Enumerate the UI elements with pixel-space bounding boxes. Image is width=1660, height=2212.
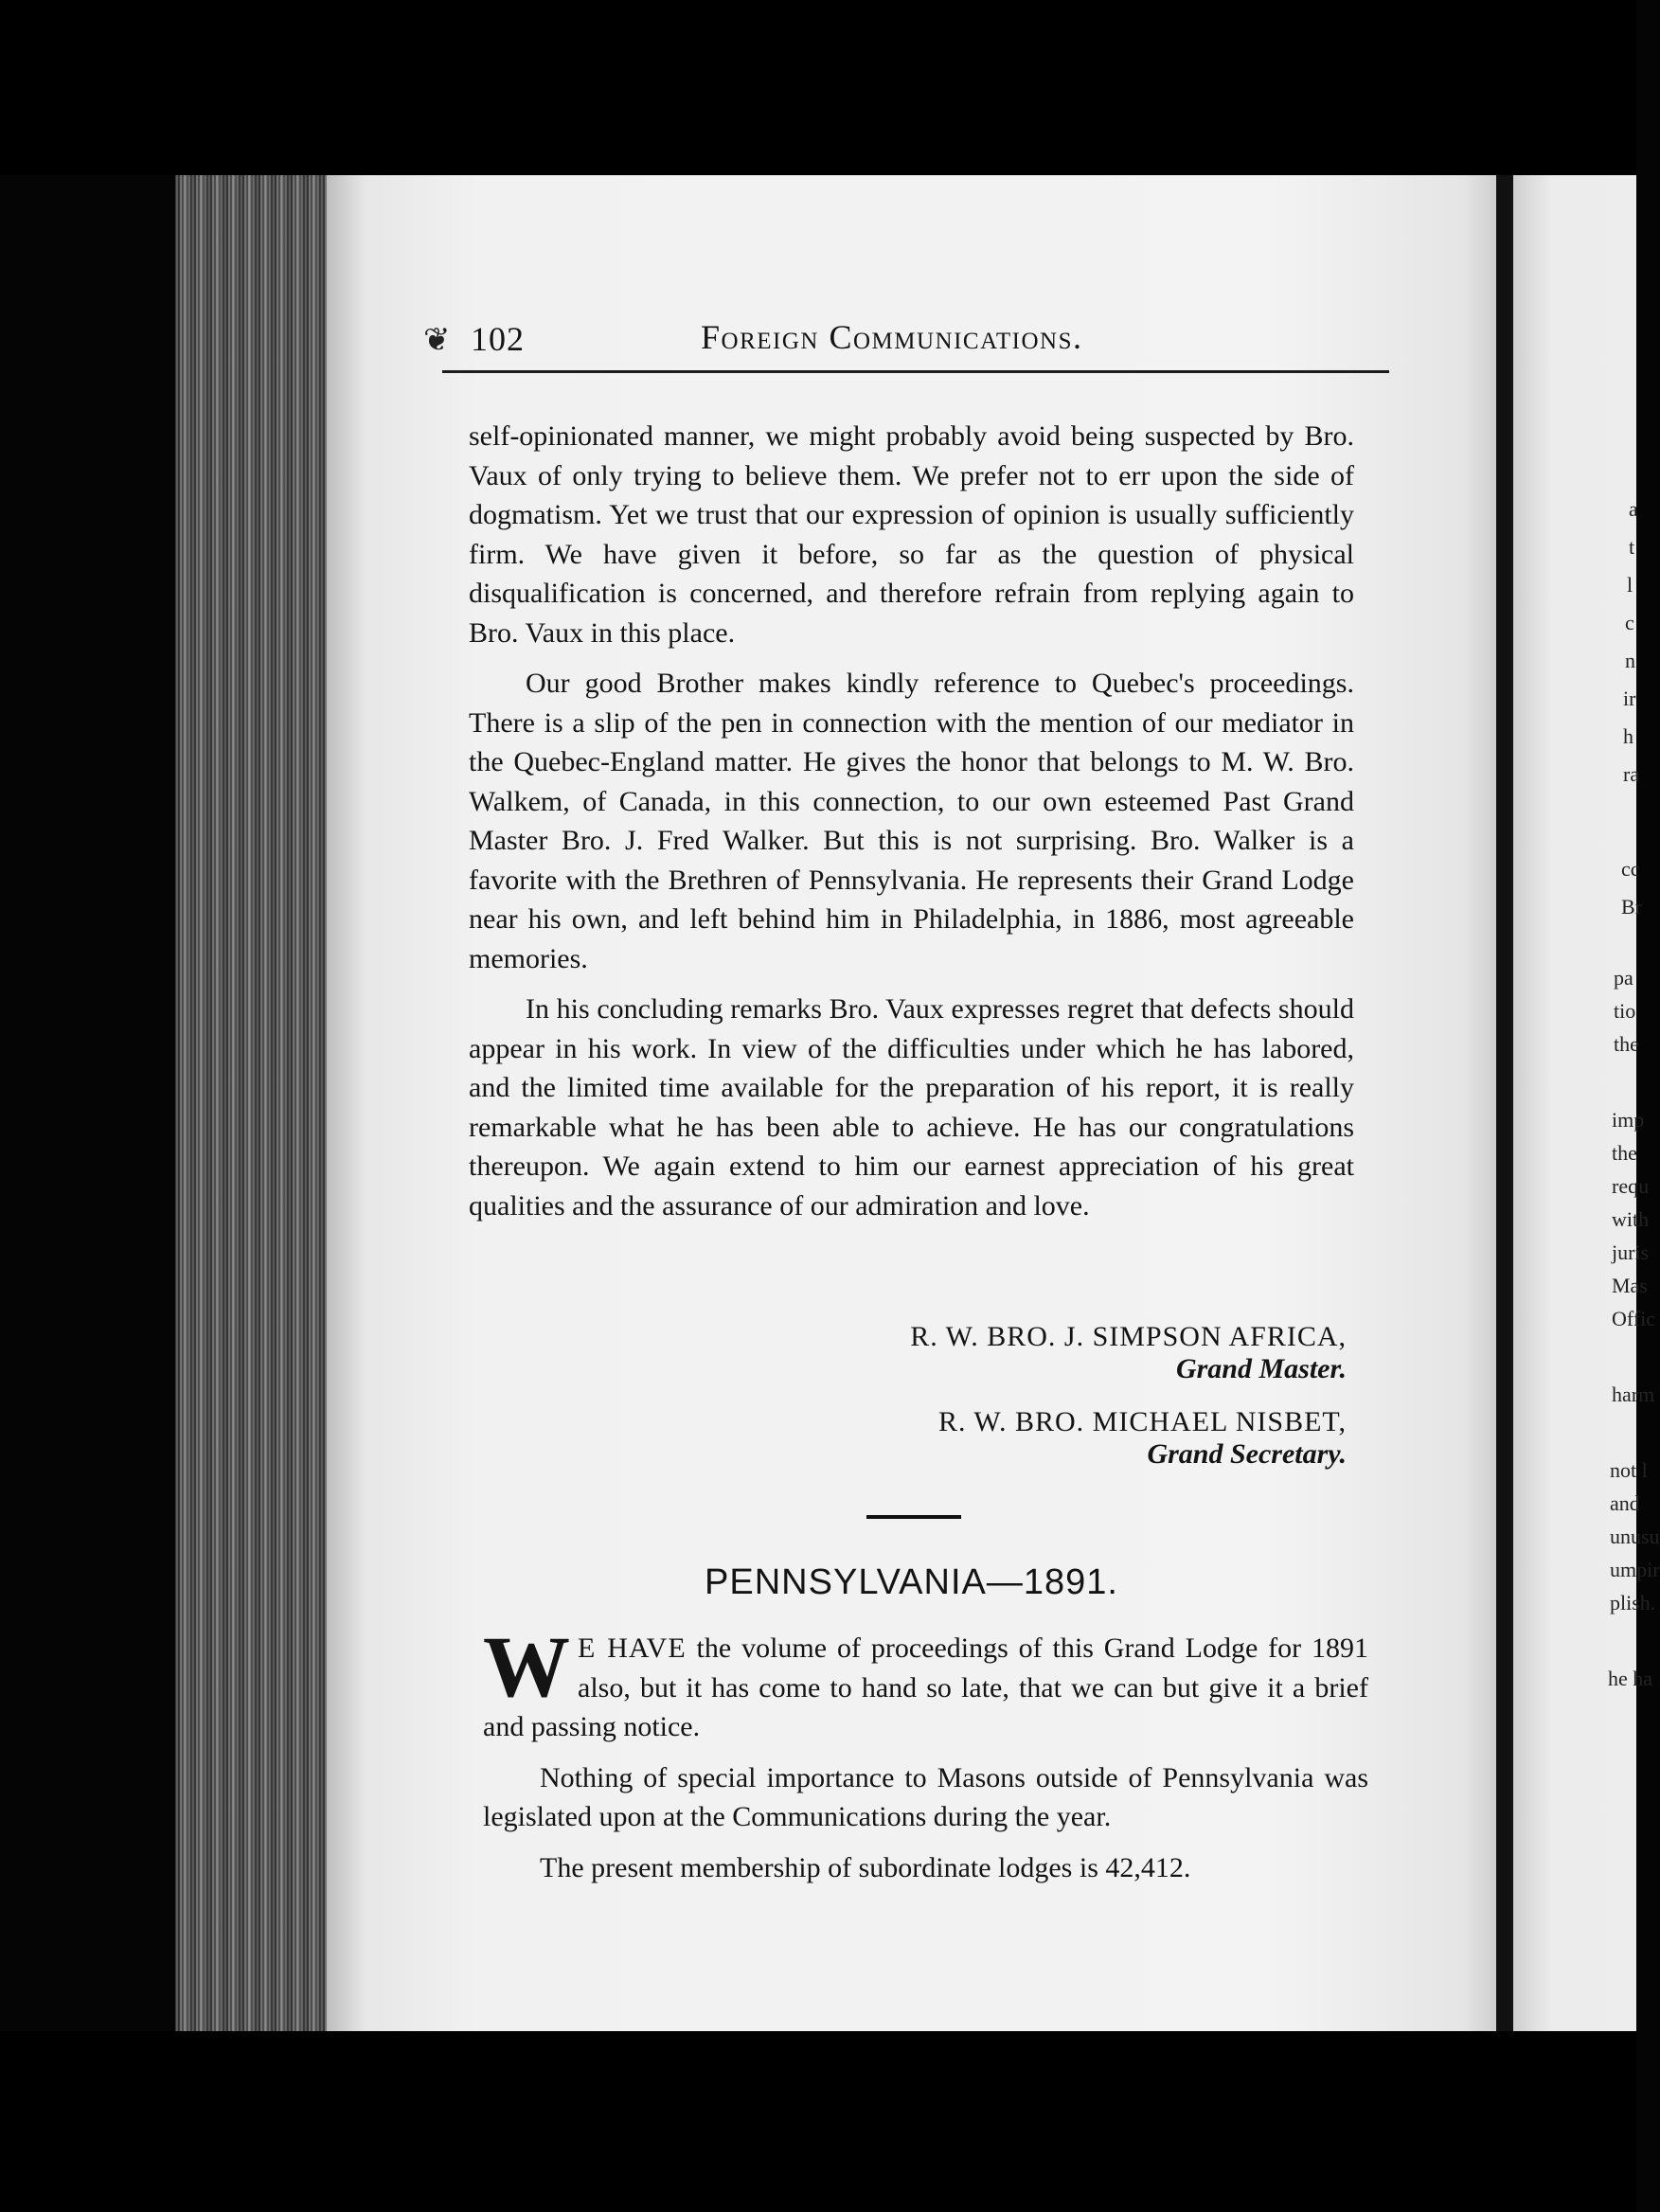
section-title: PENNSYLVANIA—1891. [705, 1562, 1118, 1602]
text-fragment: plish. [1610, 1591, 1656, 1614]
text-fragment: harm [1612, 1382, 1655, 1406]
section-body [483, 1618, 1369, 1899]
text-fragment: ir [1623, 687, 1636, 710]
body-text [469, 417, 1354, 1237]
text-fragment: with [1612, 1207, 1650, 1231]
text-fragment: he ha [1608, 1667, 1653, 1690]
text-fragment: and [1610, 1491, 1640, 1515]
page-number: 102 [471, 320, 525, 358]
text-fragment: Br [1621, 895, 1642, 919]
text-fragment: Offic [1612, 1307, 1656, 1330]
lead-caps: E HAVE [578, 1632, 687, 1664]
paragraph: Our good Brother makes kindly reference to Quebec's proceedings. There is a slip of the pen in connection with the mention of our mediator in the Quebec-England matter. He gives the honor that belongs to M. W. Bro. Walkem, of Canada, in this connection, to our own esteemed Past Grand Master Bro. J. Fred Walker. But this is not surprising. Bro. Walker is a favorite with the Brethren of Pennsylvania. He represents their Grand Lodge near his own, and left behind him in Philadelphia, in 1886, most agreeable memories. [469, 668, 1354, 974]
text-fragment: tio [1614, 999, 1636, 1023]
drop-cap: W [483, 1618, 570, 1715]
text-fragment: unusu [1610, 1525, 1660, 1548]
running-head: Foreign Communications. [701, 318, 1083, 356]
text-fragment: h [1623, 724, 1633, 748]
text-fragment: l [1627, 573, 1633, 597]
text-fragment: a [1629, 497, 1638, 521]
paragraph: Nothing of special importance to Masons outside of Pennsylvania was legislated upon at the Communications during the year. [483, 1761, 1368, 1832]
header-rule [442, 370, 1389, 373]
text-fragment: c [1625, 611, 1634, 634]
book-page-edges [175, 175, 331, 2036]
signature-title: Grand Secretary. [1147, 1438, 1347, 1470]
text-fragment: umpir [1610, 1558, 1660, 1581]
text-fragment: not l [1610, 1458, 1648, 1482]
text-fragment: cc [1621, 857, 1640, 881]
signature-title: Grand Master. [1175, 1353, 1347, 1384]
signature-name: R. W. BRO. J. SIMPSON AFRICA, [910, 1321, 1347, 1352]
text-fragment: requ [1612, 1174, 1650, 1198]
paragraph: self-opinionated manner, we might probably avoid being suspected by Bro. Vaux of only trying to believe them. We prefer not to err upon the side of dogmatism. Yet we trust that our expression of opinion is usually sufficiently firm. We have given it before, so far as the question of physical disqualification is concerned, and therefore refrain from replying again to Bro. Vaux in this place. [469, 420, 1354, 649]
paragraph: In his concluding remarks Bro. Vaux expresses regret that defects should appear in his work. In view of the difficulties under which he has labored, and the limited time available for the preparation of his report, it is really remarkable what he has been able to achieve. He has our congratulations thereupon. We again extend to him our earnest appreciation of his great qualities and the assurance of our admiration and love. [469, 993, 1354, 1222]
text-fragment: ra [1623, 762, 1640, 786]
book-page [327, 175, 1496, 2031]
facing-page [1513, 175, 1660, 2031]
lead-text: the volume of proceedings of this Grand Lodge for 1891 also, but it has come to hand so late, that we can but give it a brief and passing notice. [483, 1632, 1369, 1742]
paragraph: The present membership of subordinate lodges is 42,412. [540, 1851, 1191, 1883]
text-fragment: imp [1612, 1108, 1645, 1132]
text-fragment: t [1629, 535, 1635, 559]
text-fragment: juris [1612, 1240, 1650, 1264]
signature-name: R. W. BRO. MICHAEL NISBET, [937, 1406, 1347, 1437]
section-divider [866, 1515, 961, 1519]
scan-border-bottom [0, 2031, 1636, 2212]
text-fragment: n [1625, 649, 1635, 672]
text-fragment: the [1612, 1141, 1637, 1165]
scan-border-top [0, 0, 1636, 175]
facing-page-fragments [1513, 175, 1660, 2031]
leaf-ornament-icon: ❦ [423, 323, 451, 358]
paragraph [483, 1618, 1369, 1747]
text-fragment: the [1614, 1032, 1639, 1056]
book-gutter [1496, 175, 1513, 2031]
signature-grand-master [910, 1321, 1347, 1385]
page-header [327, 317, 1496, 374]
text-fragment: Mas [1612, 1274, 1648, 1297]
text-fragment: pa [1614, 966, 1633, 990]
signature-grand-secretary [938, 1406, 1347, 1471]
